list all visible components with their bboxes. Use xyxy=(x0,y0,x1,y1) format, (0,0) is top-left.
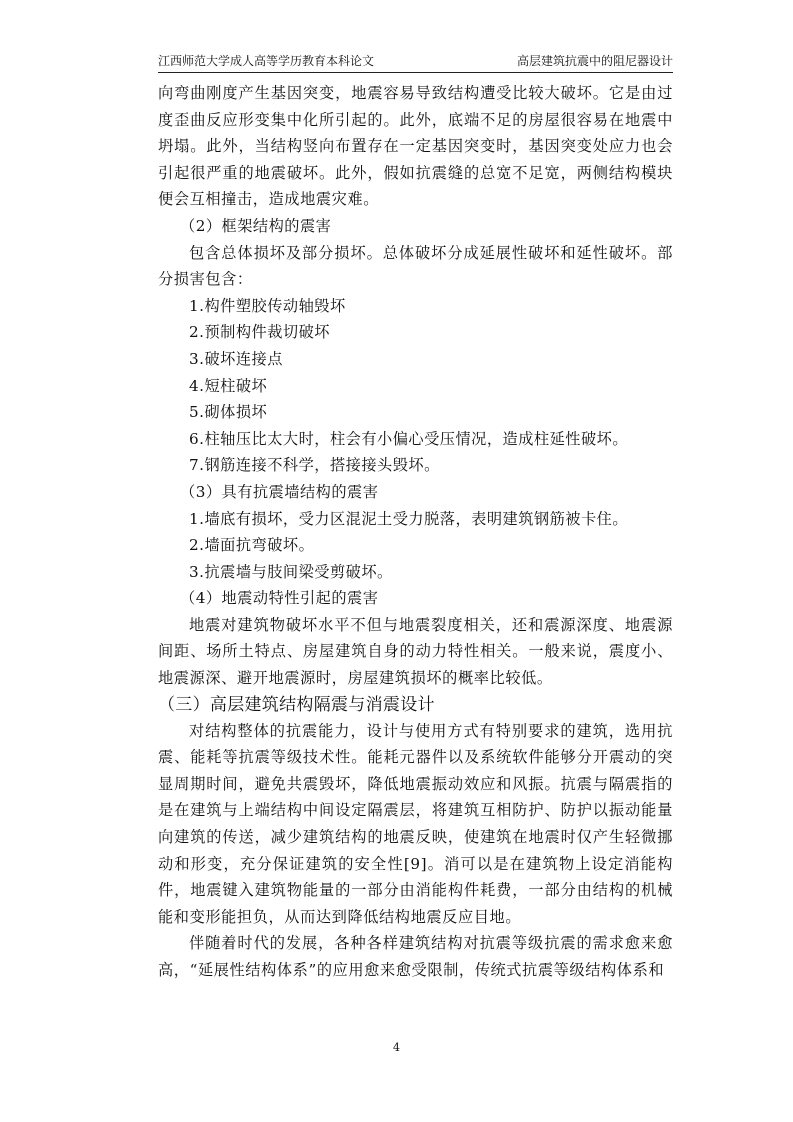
list-item: 6.柱轴压比太大时，柱会有小偏心受压情况，造成柱延性破坏。 xyxy=(189,429,629,448)
page-content xyxy=(158,80,673,984)
paragraph-ground-motion: 地震对建筑物破坏水平不但与地震裂度相关，还和震源深度、地震源间距、场所土特点、房屋建筑自身的动力特性相关。一般来说，震度小、地震源深、避开地震源时，房屋建筑损坏的概率比较低。 xyxy=(158,615,673,688)
page-header xyxy=(158,52,673,73)
page-number: 4 xyxy=(393,1041,400,1054)
list-item: 1.构件塑胶传动轴毁坏 xyxy=(189,296,346,315)
subheading-frame-damage: （2）框架结构的震害 xyxy=(180,216,332,235)
header-right-title: 高层建筑抗震中的阻尼器设计 xyxy=(516,54,673,68)
paragraph-development: 伴随着时代的发展，各种各样建筑结构对抗震等级抗震的需求愈来愈高，“延展性结构体系”的应用愈来愈受限制，传统式抗震等级结构体系和 xyxy=(158,934,673,979)
list-item: 3.抗震墙与肢间梁受剪破坏。 xyxy=(189,562,393,581)
section-heading: （三）高层建筑结构隔震与消震设计 xyxy=(158,694,435,715)
list-item: 7.钢筋连接不科学，搭接接头毁坏。 xyxy=(189,456,440,475)
list-item: 1.墙底有损坏，受力区混泥土受力脱落，表明建筑钢筋被卡住。 xyxy=(189,509,629,528)
subheading-ground-motion-damage: （4）地震动特性引起的震害 xyxy=(180,589,379,608)
paragraph-frame-damage: 包含总体损坏及部分损坏。总体破坏分成延展性破坏和延性破坏。部分损害包含： xyxy=(158,243,673,289)
list-item: 2.墙面抗弯破坏。 xyxy=(189,536,315,555)
list-item: 2.预制构件裁切破坏 xyxy=(189,323,330,342)
list-item: 4.短柱破坏 xyxy=(189,376,268,395)
paragraph-isolation: 对结构整体的抗震能力，设计与使用方式有特别要求的建筑，选用抗震、能耗等抗震等级技术性。能耗元器件以及系统软件能够分开震动的突显周期时间，避免共震毁坏，降低地震振动效应和风振。抗震与隔震指的是在建筑与上端结构中间设定隔震层，将建筑互相防护、防护以振动能量向建筑的传送，减少建筑结构的地震反映，使建筑在地震时仅产生轻微挪动和形变，充分保证建筑的安全性[9]。消可以是在建筑物上设定消能构件，地震键入建筑物能量的一部分由消能构件耗费，一部分由结构的机械能和变形能担负，从而达到降低结构地震反应目地。 xyxy=(158,721,673,926)
paragraph-continued: 向弯曲刚度产生基因突变，地震容易导致结构遭受比较大破坏。它是由过度歪曲反应形变集中化所引起的。此外，底端不足的房屋很容易在地震中坍塌。此外，当结构竖向布置存在一定基因突变时，基因突变处应力也会引起很严重的地震破坏。此外，假如抗震缝的总宽不足宽，两侧结构模块便会互相撞击，造成地震灾难。 xyxy=(158,84,673,209)
header-left-title: 江西师范大学成人高等学历教育本科论文 xyxy=(158,54,375,68)
subheading-shear-wall-damage: （3）具有抗震墙结构的震害 xyxy=(180,482,379,501)
list-item: 5.砌体损坏 xyxy=(189,403,268,422)
list-item: 3.破坏连接点 xyxy=(189,349,283,368)
